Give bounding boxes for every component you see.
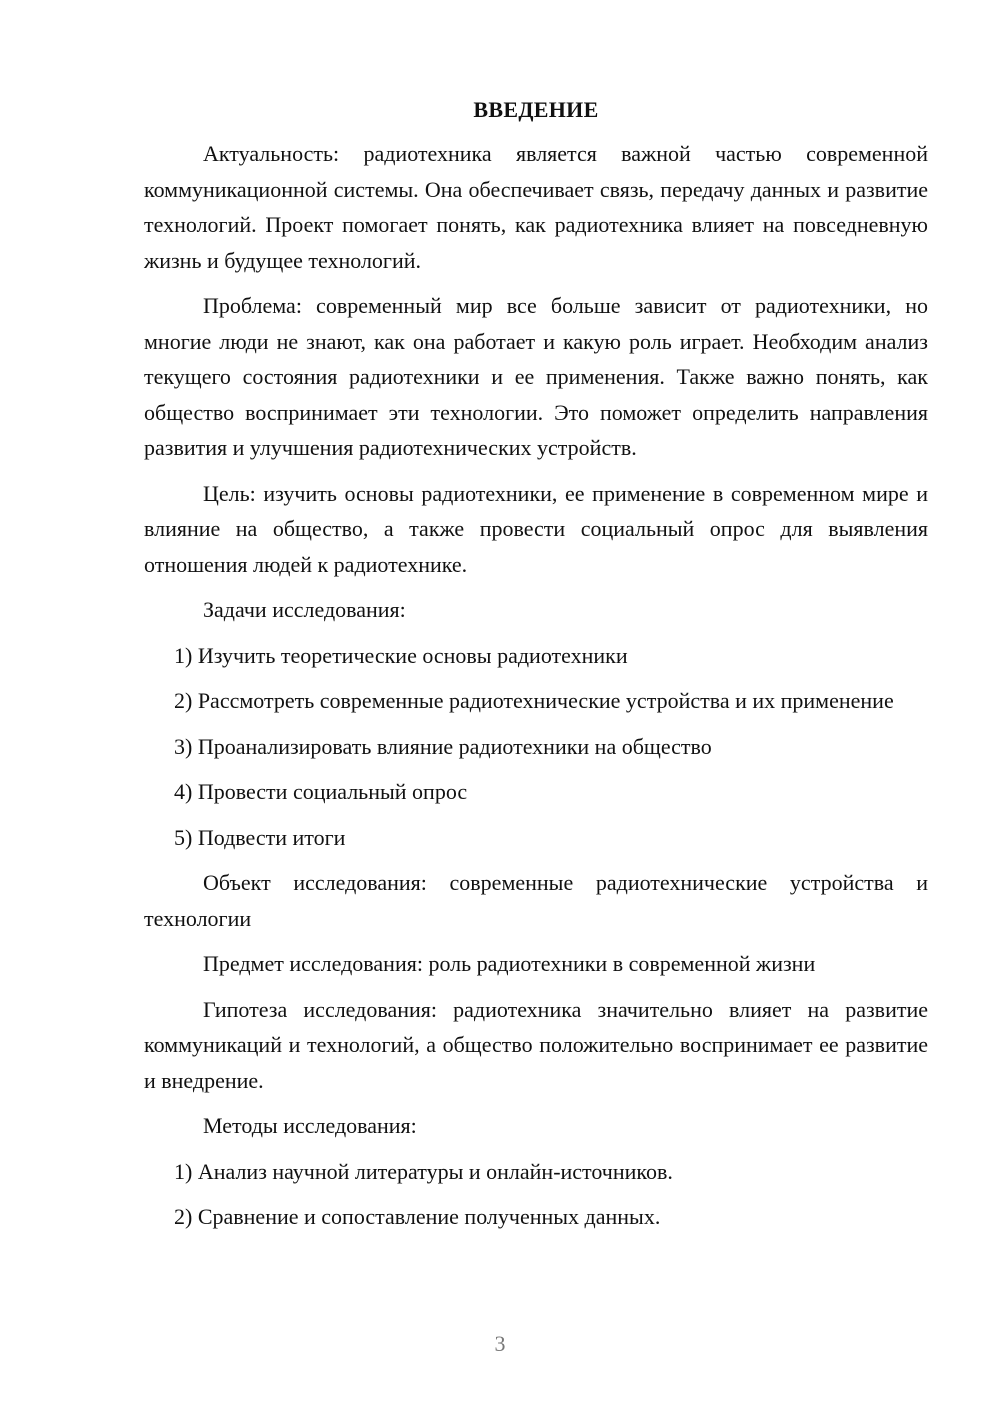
task-item-5: 5) Подвести итоги	[174, 824, 346, 850]
task-item-1: 1) Изучить теоретические основы радиотехники	[174, 642, 628, 668]
method-item-2: 2) Сравнение и сопоставление полученных данных.	[174, 1204, 661, 1229]
task-item-4: 4) Провести социальный опрос	[174, 779, 468, 804]
task-item-2: 2) Рассмотреть современные радиотехнические устройства и их применение	[174, 688, 894, 713]
section-title: ВВЕДЕНИЕ	[473, 97, 599, 122]
task-item-3: 3) Проанализировать влияние радиотехники на общество	[174, 733, 712, 759]
document-page	[144, 94, 928, 1245]
tasks-heading: Задачи исследования:	[203, 597, 406, 622]
object-paragraph: Объект исследования: современные радиотехнические устройства и технологии	[144, 870, 928, 931]
methods-heading: Методы исследования:	[203, 1113, 417, 1138]
hypothesis-paragraph: Гипотеза исследования: радиотехника значительно влияет на развитие коммуникаций и технологий, а общество положительно воспринимает ее развитие и внедрение.	[144, 996, 928, 1093]
relevance-paragraph: Актуальность: радиотехника является важной частью современной коммуникационной системы. Она обеспечивает связь, передачу данных и развитие технологий. Проект помогает понять, как радиотехника влияет на повседневную жизнь и будущее технологий.	[144, 141, 928, 273]
page-number: 3	[494, 1331, 506, 1356]
goal-paragraph: Цель: изучить основы радиотехники, ее применение в современном мире и влияние на общество, а также провести социальный опрос для выявления отношения людей к радиотехнике.	[144, 480, 928, 577]
method-item-1: 1) Анализ научной литературы и онлайн-источников.	[174, 1158, 673, 1184]
subject-paragraph: Предмет исследования: роль радиотехники в современной жизни	[203, 951, 816, 976]
problem-paragraph: Проблема: современный мир все больше зависит от радиотехники, но многие люди не знают, как она работает и какую роль играет. Необходим анализ текущего состояния радиотехники и ее применения. Также важно понять, как общество воспринимает эти технологии. Это поможет определить направления развития и улучшения радиотехнических устройств.	[144, 293, 928, 460]
